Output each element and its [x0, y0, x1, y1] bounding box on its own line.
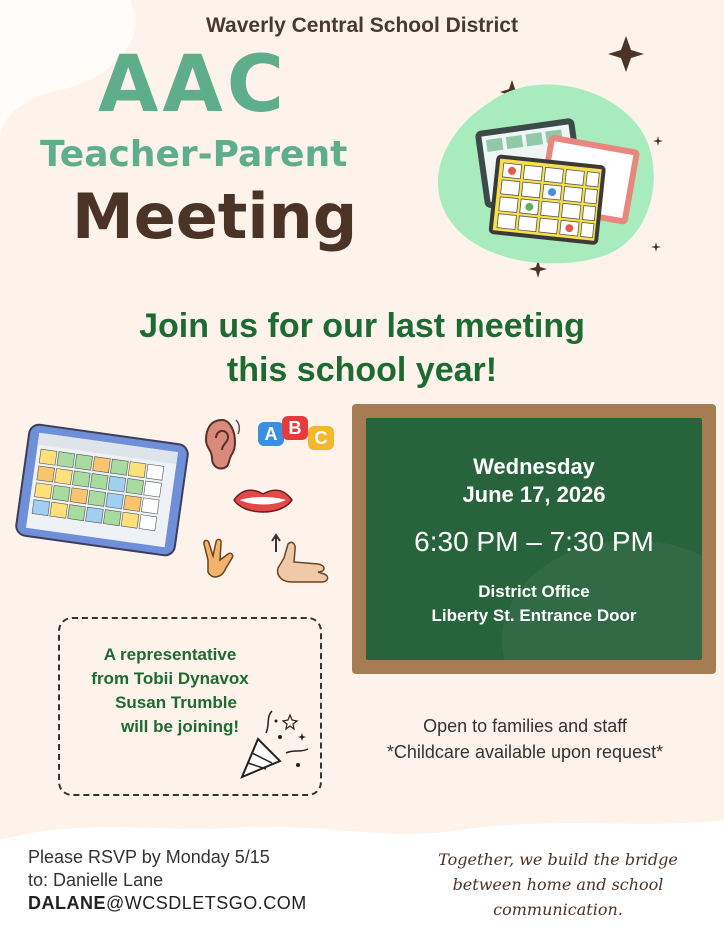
rep-line-2: from Tobii Dynavox [91, 669, 249, 688]
sign-language-icon [198, 536, 244, 586]
letter-c-bubble: C [308, 426, 334, 450]
tagline-line-3: communication. [493, 900, 623, 919]
letter-b-bubble: B [282, 416, 308, 440]
email-domain: @WCSDLETSGO.COM [106, 893, 307, 913]
title-aac: AAC [98, 40, 288, 130]
event-location-line-1: District Office [478, 582, 590, 601]
representative-box [58, 617, 322, 796]
rep-line-4: will be joining! [120, 717, 240, 736]
open-to-text: Open to families and staff [423, 716, 627, 736]
tagline-line-2: between home and school [452, 875, 664, 894]
rsvp-line-1: Please RSVP by Monday 5/15 [28, 847, 270, 867]
invite-heading [0, 304, 724, 392]
rep-line-3: Susan Trumble [115, 693, 237, 712]
ear-icon [202, 414, 244, 474]
event-location-line-2: Liberty St. Entrance Door [431, 606, 637, 625]
chalkboard-surface [366, 418, 702, 660]
event-chalkboard [352, 404, 716, 674]
event-time: 6:30 PM – 7:30 PM [414, 526, 654, 557]
invite-line-2: this school year! [226, 351, 498, 389]
tablet-illustration [12, 420, 192, 560]
event-date: June 17, 2026 [462, 482, 606, 507]
event-day: Wednesday [473, 454, 595, 479]
email-user: DALANE [28, 893, 106, 913]
party-popper-icon [236, 707, 314, 783]
invite-line-1: Join us for our last meeting [139, 307, 585, 345]
abc-speech-icon [258, 416, 338, 460]
letter-a-bubble: A [258, 422, 284, 446]
district-name: Waverly Central School District [206, 14, 518, 37]
rep-line-1: A representative [103, 645, 237, 664]
childcare-text: *Childcare available upon request* [386, 742, 664, 762]
mouth-icon [232, 484, 294, 518]
tagline-line-1: Together, we build the bridge [438, 850, 678, 869]
rsvp-email[interactable] [28, 893, 307, 914]
aac-boards-illustration [430, 32, 670, 282]
sign-gesture-icon [268, 532, 338, 588]
title-meeting: Meeting [72, 180, 358, 253]
title-teacher-parent: Teacher-Parent [40, 134, 348, 175]
rsvp-line-2: to: Danielle Lane [28, 870, 164, 890]
